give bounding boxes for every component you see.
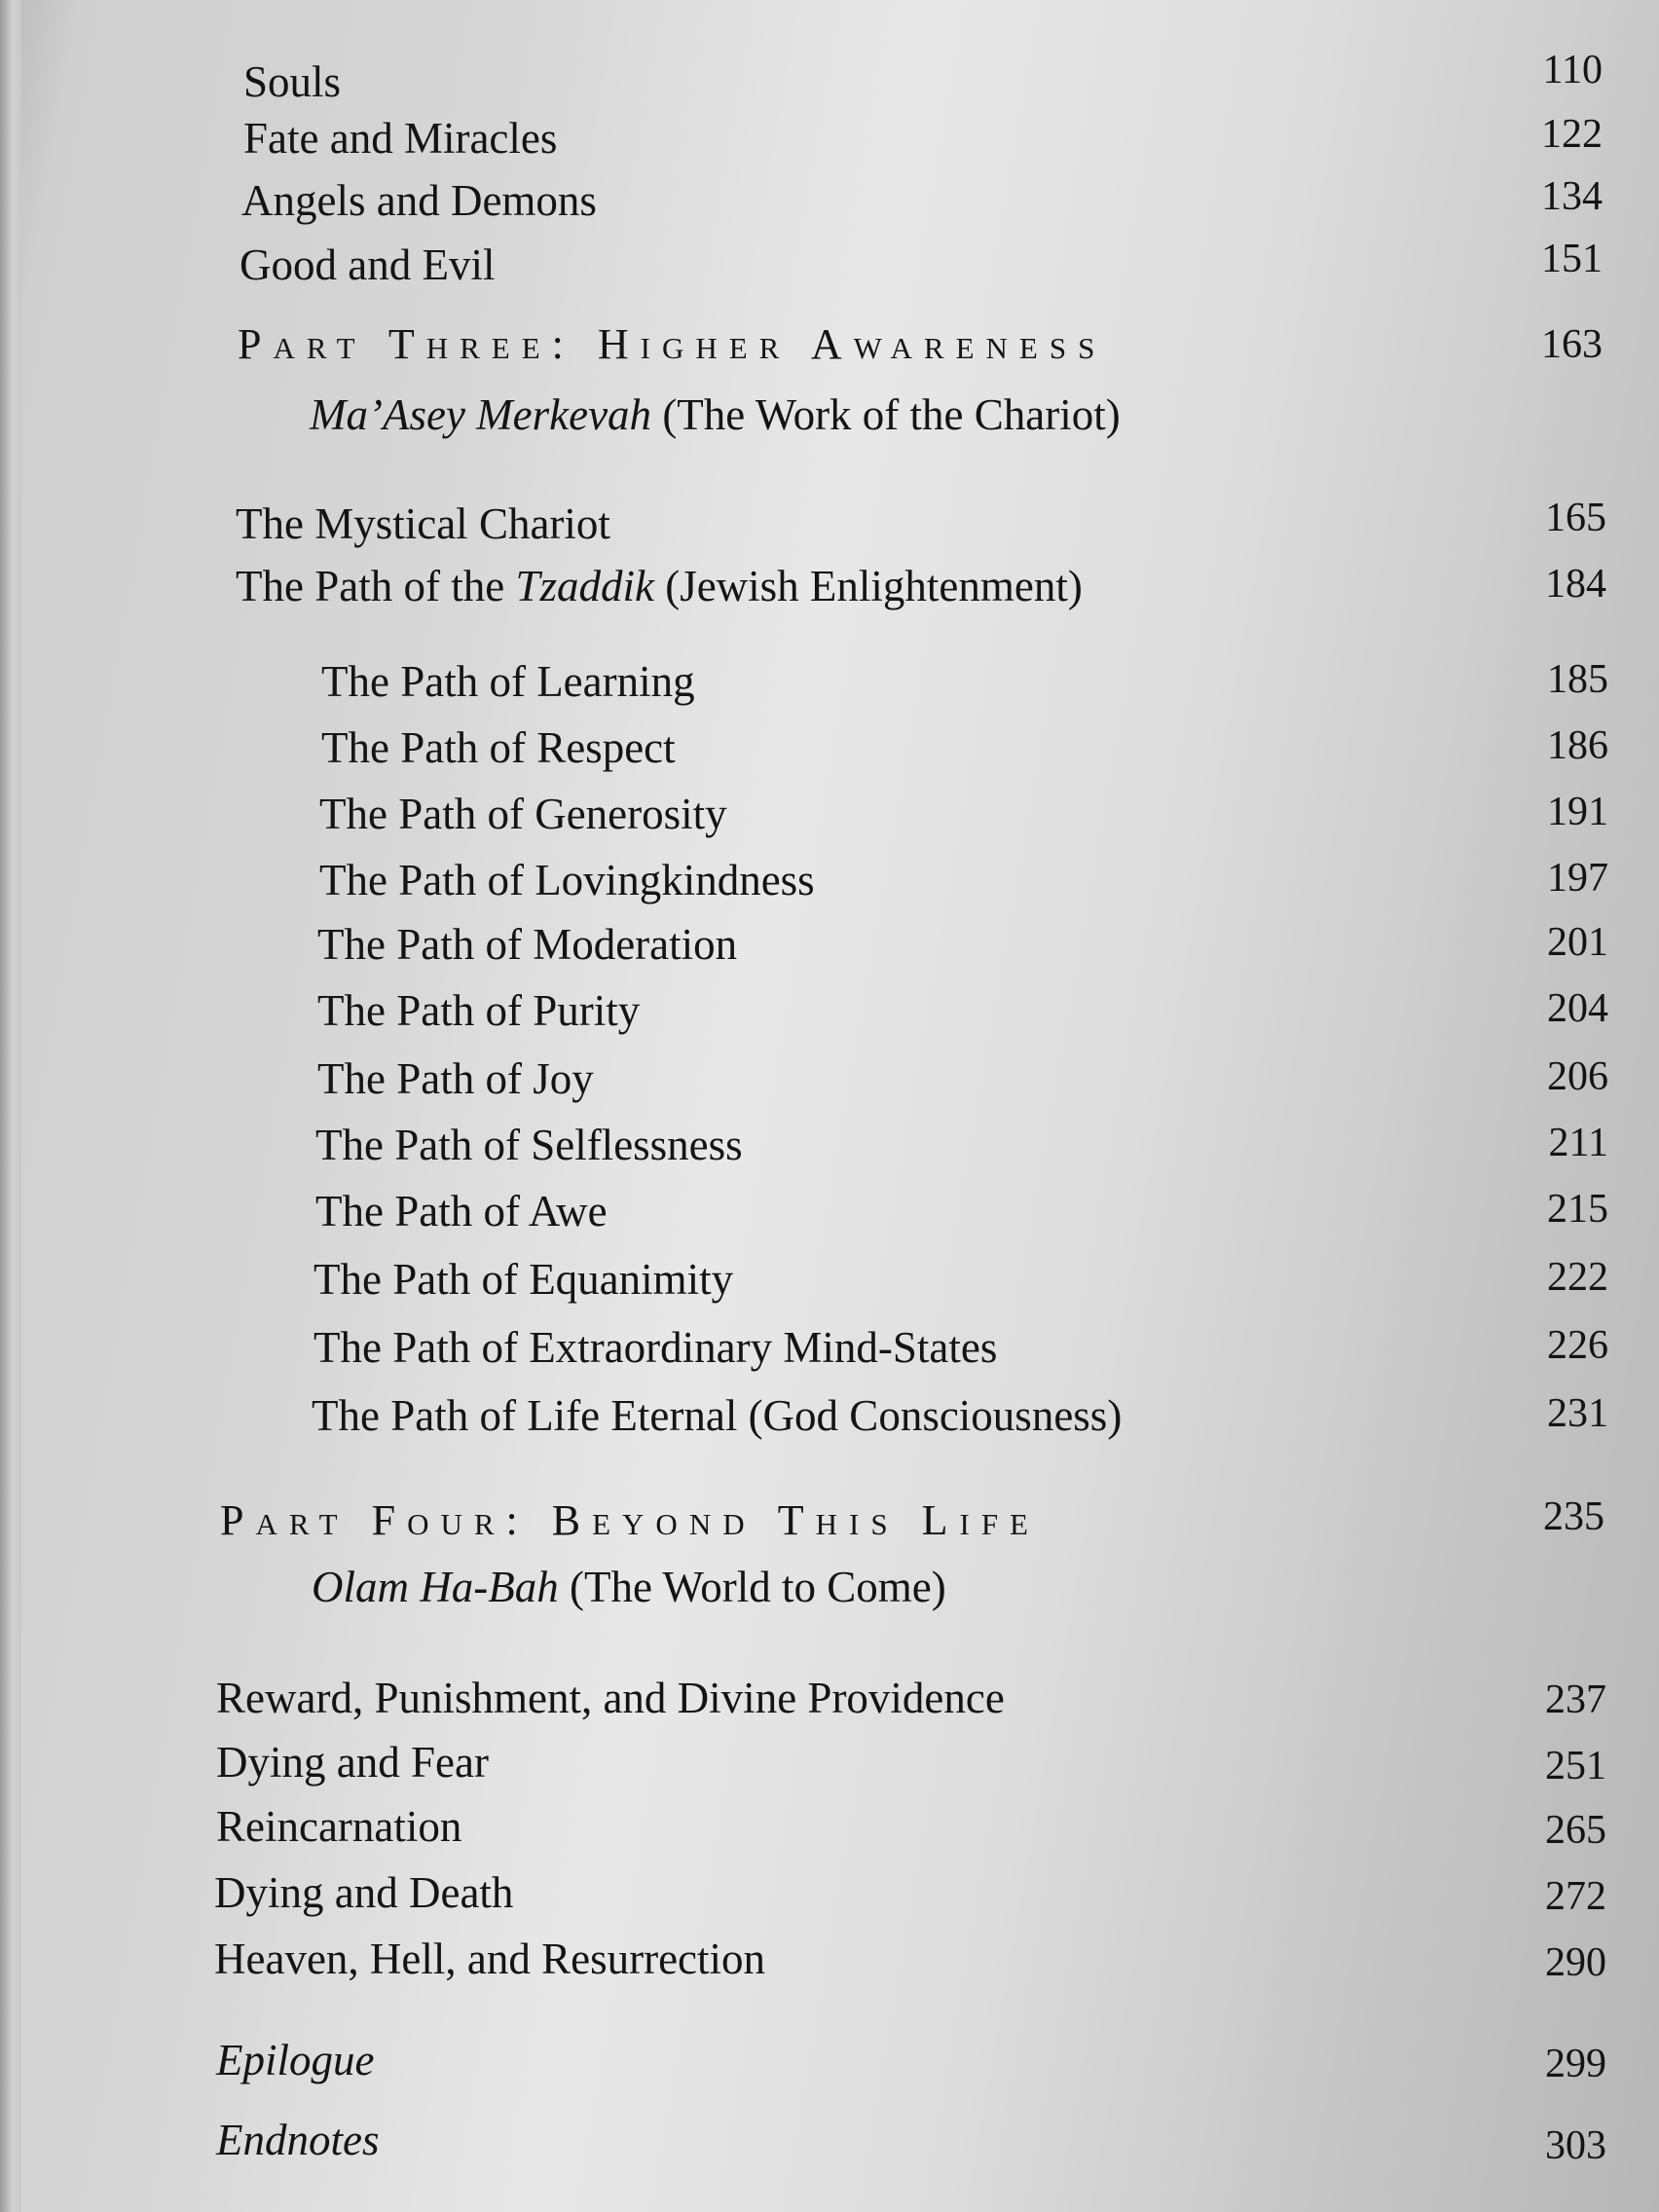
part-subtitle-text	[312, 1558, 946, 1616]
toc-entry	[0, 495, 1659, 557]
part-heading	[0, 1492, 1659, 1554]
toc-entry-title: The Path of Learning	[321, 657, 695, 706]
toc-entry-title: The Path of Generosity	[319, 790, 727, 838]
toc-entry	[0, 1386, 1659, 1449]
toc-entry-title: The Path of Moderation	[317, 920, 738, 969]
toc-entry-title: The Path of Selflessness	[315, 1121, 743, 1169]
toc-entry-title: Epilogue	[216, 2036, 375, 2084]
toc-entry	[0, 1050, 1659, 1112]
toc-entry-page: 226	[1547, 1323, 1608, 1368]
toc-entry-title: The Path of Purity	[317, 986, 641, 1035]
toc-entry	[0, 109, 1659, 171]
toc-entry-page: 211	[1548, 1121, 1608, 1165]
part-subtitle	[0, 1558, 1659, 1620]
toc-entry-page: 191	[1547, 790, 1608, 834]
toc-entry-page: 237	[1545, 1677, 1606, 1722]
toc-entry-title-end: (Jewish Enlightenment)	[653, 562, 1083, 610]
toc-entry-page: 163	[1541, 322, 1603, 367]
toc-entry-page: 185	[1547, 657, 1608, 702]
toc-entry-title: The Path of Respect	[321, 723, 676, 772]
part-subtitle-hebrew: Ma’Asey Merkevah	[310, 390, 652, 439]
part-heading-title: Part Three: Higher Awareness	[238, 320, 1107, 368]
toc-entry-page: 265	[1545, 1808, 1606, 1853]
toc-entry-title: The Path of Equanimity	[313, 1255, 734, 1304]
toc-entry-title: Souls	[243, 57, 342, 106]
toc-entry-title	[236, 557, 1083, 615]
part-subtitle-hebrew: Olam Ha-Bah	[312, 1563, 559, 1611]
toc-entry-page: 201	[1547, 920, 1608, 965]
toc-entry-page: 222	[1547, 1255, 1608, 1300]
toc-entry-page: 197	[1547, 856, 1608, 901]
toc-entry-page: 110	[1542, 48, 1603, 92]
toc-entry	[0, 1182, 1659, 1244]
toc-entry-title: The Path of Joy	[317, 1054, 594, 1103]
toc-entry	[0, 555, 1659, 617]
toc-entry-page: 186	[1547, 723, 1608, 768]
toc-entry-page: 184	[1545, 562, 1606, 607]
toc-entry	[0, 49, 1659, 111]
toc-entry-title: The Path of Life Eternal (God Consciousness)	[312, 1391, 1123, 1440]
toc-entry-page: 290	[1545, 1940, 1606, 1985]
part-subtitle-translation: (The World to Come)	[558, 1563, 946, 1611]
toc-entry	[0, 1797, 1659, 1860]
toc-entry-title: Good and Evil	[240, 240, 496, 289]
toc-entry	[0, 1930, 1659, 1992]
toc-entry	[0, 1318, 1659, 1381]
toc-entry-title: Reward, Punishment, and Divine Providence	[216, 1674, 1005, 1722]
toc-entry-title: Dying and Death	[214, 1868, 514, 1917]
toc-entry	[0, 785, 1659, 847]
toc-entry-title: The Path of Lovingkindness	[319, 856, 815, 904]
toc-entry	[0, 1733, 1659, 1795]
toc-entry-title: The Path of Awe	[315, 1187, 608, 1235]
toc-entry-title: Endnotes	[216, 2116, 380, 2164]
toc-entry-page: 215	[1547, 1187, 1608, 1232]
toc-entry-page: 251	[1545, 1744, 1606, 1788]
toc-entry-page: 303	[1545, 2123, 1606, 2168]
toc-entry	[0, 171, 1659, 234]
part-heading-title: Part Four: Beyond This Life	[220, 1496, 1040, 1544]
toc-entry	[0, 234, 1659, 296]
toc-entry-page: 235	[1543, 1494, 1604, 1539]
toc-entry-page: 134	[1541, 174, 1603, 219]
toc-entry-title: The Path of Extraordinary Mind-States	[313, 1323, 998, 1372]
toc-entry-title: Fate and Miracles	[243, 114, 558, 163]
part-subtitle-translation: (The Work of the Chariot)	[651, 390, 1121, 439]
toc-entry-title: Reincarnation	[216, 1802, 462, 1851]
toc-entry-title: The Mystical Chariot	[236, 499, 610, 548]
toc-entry	[0, 1116, 1659, 1178]
part-subtitle	[0, 386, 1659, 448]
toc-entry	[0, 1669, 1659, 1731]
toc-entry-page: 272	[1545, 1874, 1606, 1919]
toc-entry-page: 165	[1545, 496, 1606, 540]
toc-entry-page: 206	[1547, 1054, 1608, 1099]
toc-entry	[0, 1250, 1659, 1312]
part-heading	[0, 312, 1659, 374]
toc-entry	[0, 719, 1659, 781]
toc-entry-page: 151	[1541, 237, 1603, 281]
toc-entry-title: Dying and Fear	[216, 1738, 489, 1787]
toc-entry-title: Heaven, Hell, and Resurrection	[214, 1935, 766, 1983]
toc-entry-title-start: The Path of the	[236, 562, 516, 610]
toc-entry-title-italic: Tzaddik	[515, 562, 654, 610]
part-subtitle-text	[310, 386, 1121, 444]
toc-entry	[0, 981, 1659, 1044]
toc-entry	[0, 2111, 1659, 2173]
toc-entry-page: 204	[1547, 986, 1608, 1031]
toc-entry	[0, 915, 1659, 977]
toc-entry	[0, 2031, 1659, 2093]
toc-entry	[0, 851, 1659, 913]
toc-entry	[0, 652, 1659, 715]
toc-entry	[0, 1863, 1659, 1926]
toc-entry-page: 122	[1541, 112, 1603, 157]
toc-entry-page: 231	[1547, 1391, 1608, 1436]
toc-entry-page: 299	[1545, 2042, 1606, 2086]
toc-entry-title: Angels and Demons	[241, 176, 597, 225]
